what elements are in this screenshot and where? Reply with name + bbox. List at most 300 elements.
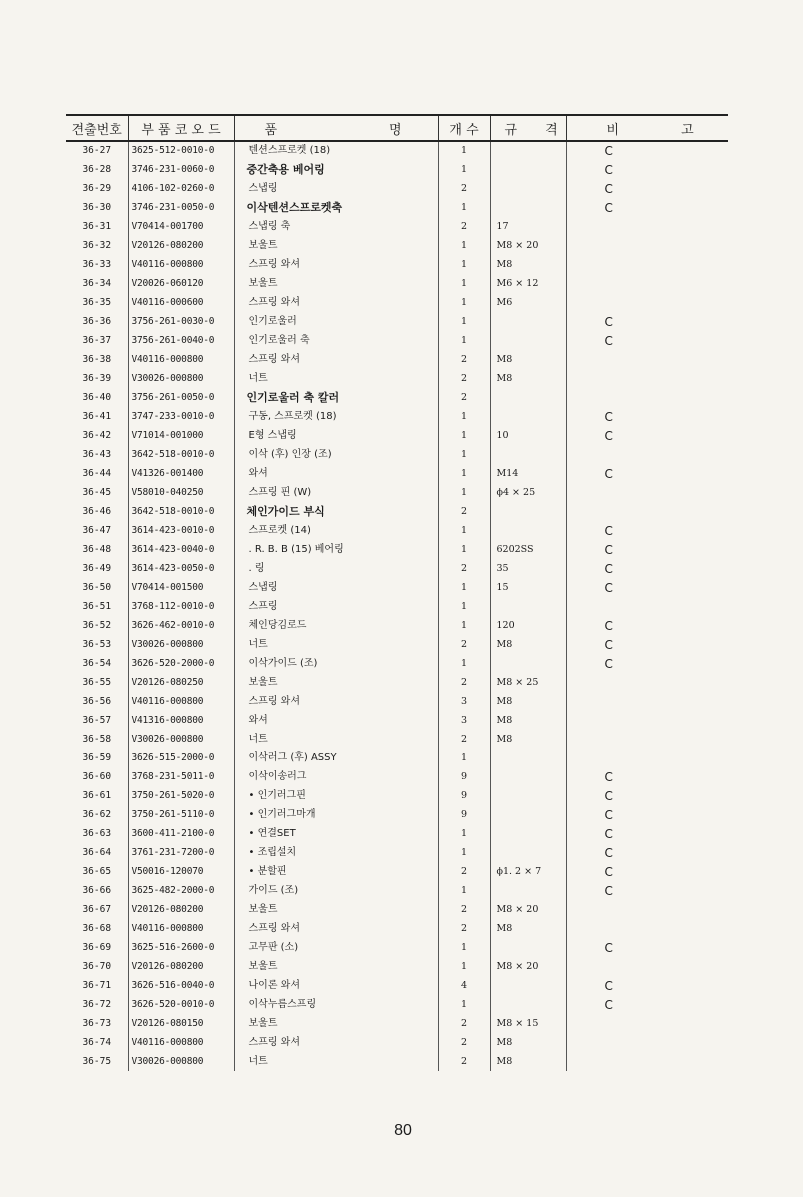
table-row bbox=[66, 749, 728, 768]
part-number: 36-31 bbox=[66, 218, 128, 237]
quantity: 2 bbox=[438, 730, 490, 749]
part-name: 체인가이드 부식 bbox=[234, 502, 438, 521]
table-row bbox=[66, 939, 728, 958]
part-number: 36-44 bbox=[66, 464, 128, 483]
spec bbox=[490, 996, 566, 1015]
part-code: 3626-520-2000-0 bbox=[128, 654, 234, 673]
part-name: 보울트 bbox=[234, 958, 438, 977]
remarks bbox=[566, 673, 728, 692]
remarks: C bbox=[604, 637, 613, 652]
remarks bbox=[566, 958, 728, 977]
quantity: 1 bbox=[438, 483, 490, 502]
quantity: 1 bbox=[438, 597, 490, 616]
spec bbox=[490, 597, 566, 616]
table-row bbox=[66, 180, 728, 199]
table-row bbox=[66, 825, 728, 844]
remarks: C bbox=[604, 580, 613, 595]
part-code: V40116-000800 bbox=[128, 256, 234, 275]
table-row bbox=[66, 559, 728, 578]
part-name: 스냅링 bbox=[234, 578, 438, 597]
remarks bbox=[566, 730, 728, 749]
spec: ϕ4 × 25 bbox=[490, 483, 566, 502]
quantity: 1 bbox=[438, 578, 490, 597]
header-spec: 규 격 bbox=[490, 115, 566, 141]
part-code: V41326-001400 bbox=[128, 464, 234, 483]
spec: M8 bbox=[490, 730, 566, 749]
quantity: 2 bbox=[438, 502, 490, 521]
remarks bbox=[566, 1015, 728, 1034]
quantity: 2 bbox=[438, 635, 490, 654]
header-part-name: 품 명 bbox=[234, 115, 438, 141]
part-code: 3768-231-5011-0 bbox=[128, 768, 234, 787]
part-code: 3750-261-5020-0 bbox=[128, 787, 234, 806]
spec bbox=[490, 446, 566, 465]
table-row bbox=[66, 351, 728, 370]
part-name: 이삭이송러그 bbox=[234, 768, 438, 787]
part-number: 36-37 bbox=[66, 332, 128, 351]
quantity: 2 bbox=[438, 218, 490, 237]
part-name: 이삭누름스프링 bbox=[234, 996, 438, 1015]
remarks: C bbox=[604, 789, 613, 804]
header-part-code: 부 품 코 오 드 bbox=[128, 115, 234, 141]
remarks bbox=[566, 446, 728, 465]
part-name: • 인기러그핀 bbox=[234, 787, 438, 806]
quantity: 2 bbox=[438, 673, 490, 692]
table-header-row bbox=[66, 115, 728, 141]
part-code: V41316-000800 bbox=[128, 711, 234, 730]
part-name: 나이론 와셔 bbox=[234, 977, 438, 996]
table-row bbox=[66, 578, 728, 597]
spec bbox=[490, 389, 566, 408]
part-code: 4106-102-0260-0 bbox=[128, 180, 234, 199]
part-code: 3625-516-2600-0 bbox=[128, 939, 234, 958]
spec bbox=[490, 654, 566, 673]
spec bbox=[490, 141, 566, 161]
table-row bbox=[66, 730, 728, 749]
part-number: 36-40 bbox=[66, 389, 128, 408]
spec bbox=[490, 787, 566, 806]
remarks bbox=[566, 597, 728, 616]
part-name: 와셔 bbox=[234, 711, 438, 730]
spec: M8 × 25 bbox=[490, 673, 566, 692]
part-number: 36-47 bbox=[66, 521, 128, 540]
remarks bbox=[566, 749, 728, 768]
table-row bbox=[66, 199, 728, 218]
part-number: 36-75 bbox=[66, 1053, 128, 1072]
remarks: C bbox=[604, 827, 613, 842]
remarks: C bbox=[604, 941, 613, 956]
spec: M6 × 12 bbox=[490, 275, 566, 294]
table-row bbox=[66, 502, 728, 521]
spec: M8 bbox=[490, 1053, 566, 1072]
table-row bbox=[66, 654, 728, 673]
quantity: 9 bbox=[438, 768, 490, 787]
quantity: 2 bbox=[438, 1034, 490, 1053]
spec: M8 bbox=[490, 692, 566, 711]
remarks: C bbox=[604, 979, 613, 994]
part-number: 36-67 bbox=[66, 901, 128, 920]
part-name: 스프링 핀 (W) bbox=[234, 483, 438, 502]
part-number: 36-41 bbox=[66, 408, 128, 427]
remarks: C bbox=[604, 182, 613, 197]
part-name: 가이드 (조) bbox=[234, 882, 438, 901]
quantity: 1 bbox=[438, 825, 490, 844]
remarks bbox=[566, 1034, 728, 1053]
quantity: 1 bbox=[438, 540, 490, 559]
remarks: C bbox=[604, 201, 613, 216]
table-row bbox=[66, 711, 728, 730]
table-row bbox=[66, 389, 728, 408]
remarks: C bbox=[604, 561, 613, 576]
part-name: 인기로울러 bbox=[234, 313, 438, 332]
part-code: V40116-000800 bbox=[128, 920, 234, 939]
part-name: 스프링 와셔 bbox=[234, 692, 438, 711]
part-number: 36-33 bbox=[66, 256, 128, 275]
spec: M8 bbox=[490, 370, 566, 389]
part-number: 36-34 bbox=[66, 275, 128, 294]
table-row bbox=[66, 901, 728, 920]
part-number: 36-54 bbox=[66, 654, 128, 673]
quantity: 2 bbox=[438, 180, 490, 199]
quantity: 4 bbox=[438, 977, 490, 996]
part-name: 보울트 bbox=[234, 1015, 438, 1034]
table-row bbox=[66, 863, 728, 882]
header-remarks: 비 고 bbox=[566, 115, 728, 141]
part-code: 3756-261-0030-0 bbox=[128, 313, 234, 332]
remarks: C bbox=[604, 865, 613, 880]
table-row bbox=[66, 977, 728, 996]
quantity: 1 bbox=[438, 882, 490, 901]
part-name: 스프링 와셔 bbox=[234, 351, 438, 370]
spec: M8 bbox=[490, 351, 566, 370]
remarks: C bbox=[604, 998, 613, 1013]
quantity: 1 bbox=[438, 939, 490, 958]
part-name: 너트 bbox=[234, 635, 438, 654]
part-code: V20026-060120 bbox=[128, 275, 234, 294]
spec: 10 bbox=[490, 427, 566, 446]
table-row bbox=[66, 464, 728, 483]
part-name: 중간축용 베어링 bbox=[234, 161, 438, 180]
table-body bbox=[66, 141, 728, 1071]
part-number: 36-70 bbox=[66, 958, 128, 977]
table-row bbox=[66, 958, 728, 977]
spec bbox=[490, 408, 566, 427]
part-name: 스프링 와셔 bbox=[234, 256, 438, 275]
remarks: C bbox=[604, 144, 613, 159]
quantity: 1 bbox=[438, 521, 490, 540]
spec: 17 bbox=[490, 218, 566, 237]
spec: 35 bbox=[490, 559, 566, 578]
part-number: 36-30 bbox=[66, 199, 128, 218]
quantity: 1 bbox=[438, 464, 490, 483]
table-row bbox=[66, 673, 728, 692]
remarks bbox=[566, 692, 728, 711]
part-number: 36-61 bbox=[66, 787, 128, 806]
quantity: 1 bbox=[438, 313, 490, 332]
spec bbox=[490, 939, 566, 958]
remarks: C bbox=[604, 846, 613, 861]
table-row bbox=[66, 237, 728, 256]
part-code: 3614-423-0010-0 bbox=[128, 521, 234, 540]
part-name: 와셔 bbox=[234, 464, 438, 483]
part-name: • 인기러그마개 bbox=[234, 806, 438, 825]
part-code: 3746-231-0060-0 bbox=[128, 161, 234, 180]
part-number: 36-69 bbox=[66, 939, 128, 958]
remarks: C bbox=[604, 618, 613, 633]
quantity: 1 bbox=[438, 275, 490, 294]
table-row bbox=[66, 597, 728, 616]
part-code: V58010-040250 bbox=[128, 483, 234, 502]
part-number: 36-63 bbox=[66, 825, 128, 844]
spec: M8 × 20 bbox=[490, 958, 566, 977]
part-code: V40116-000800 bbox=[128, 351, 234, 370]
remarks: C bbox=[604, 542, 613, 557]
quantity: 1 bbox=[438, 141, 490, 161]
part-name: 너트 bbox=[234, 1053, 438, 1072]
spec: M14 bbox=[490, 464, 566, 483]
remarks: C bbox=[604, 466, 613, 481]
quantity: 1 bbox=[438, 958, 490, 977]
part-code: V20126-080200 bbox=[128, 958, 234, 977]
part-code: 3600-411-2100-0 bbox=[128, 825, 234, 844]
quantity: 1 bbox=[438, 332, 490, 351]
table-row bbox=[66, 521, 728, 540]
part-name: 보울트 bbox=[234, 673, 438, 692]
table-row bbox=[66, 996, 728, 1015]
remarks bbox=[566, 218, 728, 237]
part-number: 36-58 bbox=[66, 730, 128, 749]
table-row bbox=[66, 218, 728, 237]
spec bbox=[490, 332, 566, 351]
part-code: 3625-482-2000-0 bbox=[128, 882, 234, 901]
table-row bbox=[66, 616, 728, 635]
part-number: 36-55 bbox=[66, 673, 128, 692]
part-code: 3747-233-0010-0 bbox=[128, 408, 234, 427]
part-number: 36-57 bbox=[66, 711, 128, 730]
part-code: V40116-000800 bbox=[128, 1034, 234, 1053]
spec bbox=[490, 749, 566, 768]
quantity: 1 bbox=[438, 294, 490, 313]
table-row bbox=[66, 256, 728, 275]
part-number: 36-43 bbox=[66, 446, 128, 465]
remarks: C bbox=[604, 163, 613, 178]
part-code: 3761-231-7200-0 bbox=[128, 844, 234, 863]
quantity: 1 bbox=[438, 654, 490, 673]
spec bbox=[490, 844, 566, 863]
spec bbox=[490, 882, 566, 901]
spec: M6 bbox=[490, 294, 566, 313]
spec: M8 bbox=[490, 711, 566, 730]
part-code: V50016-120070 bbox=[128, 863, 234, 882]
part-number: 36-48 bbox=[66, 540, 128, 559]
spec bbox=[490, 977, 566, 996]
part-code: 3625-512-0010-0 bbox=[128, 141, 234, 161]
quantity: 2 bbox=[438, 901, 490, 920]
part-name: 보울트 bbox=[234, 901, 438, 920]
part-name: . 링 bbox=[234, 559, 438, 578]
part-name: 스프링 와셔 bbox=[234, 1034, 438, 1053]
spec: M8 bbox=[490, 256, 566, 275]
spec bbox=[490, 161, 566, 180]
quantity: 1 bbox=[438, 427, 490, 446]
table-row bbox=[66, 787, 728, 806]
remarks: C bbox=[604, 315, 613, 330]
part-code: V70414-001700 bbox=[128, 218, 234, 237]
part-name: 고무판 (소) bbox=[234, 939, 438, 958]
part-number: 36-38 bbox=[66, 351, 128, 370]
quantity: 2 bbox=[438, 1015, 490, 1034]
table-row bbox=[66, 882, 728, 901]
quantity: 1 bbox=[438, 616, 490, 635]
part-code: V30026-000800 bbox=[128, 370, 234, 389]
spec: 6202SS bbox=[490, 540, 566, 559]
part-number: 36-46 bbox=[66, 502, 128, 521]
part-code: 3750-261-5110-0 bbox=[128, 806, 234, 825]
part-code: 3614-423-0050-0 bbox=[128, 559, 234, 578]
part-number: 36-66 bbox=[66, 882, 128, 901]
table-row bbox=[66, 1015, 728, 1034]
remarks bbox=[566, 901, 728, 920]
part-code: V20126-080150 bbox=[128, 1015, 234, 1034]
spec bbox=[490, 180, 566, 199]
table-row bbox=[66, 332, 728, 351]
quantity: 3 bbox=[438, 692, 490, 711]
part-name: 구동, 스프로켓 (18) bbox=[234, 408, 438, 427]
part-name: 너트 bbox=[234, 730, 438, 749]
part-name: 이삭러그 (후) ASSY bbox=[234, 749, 438, 768]
part-name: 스냅링 축 bbox=[234, 218, 438, 237]
page-number: 80 bbox=[394, 1122, 412, 1139]
table-row bbox=[66, 313, 728, 332]
header-quantity: 개 수 bbox=[438, 115, 490, 141]
table-row bbox=[66, 692, 728, 711]
spec bbox=[490, 313, 566, 332]
part-code: V40116-000800 bbox=[128, 692, 234, 711]
quantity: 2 bbox=[438, 389, 490, 408]
part-number: 36-27 bbox=[66, 141, 128, 161]
part-code: V71014-001000 bbox=[128, 427, 234, 446]
part-code: 3614-423-0040-0 bbox=[128, 540, 234, 559]
parts-list-sheet bbox=[66, 114, 728, 1071]
part-code: V20126-080200 bbox=[128, 237, 234, 256]
remarks: C bbox=[604, 410, 613, 425]
part-number: 36-65 bbox=[66, 863, 128, 882]
part-number: 36-74 bbox=[66, 1034, 128, 1053]
part-number: 36-28 bbox=[66, 161, 128, 180]
spec bbox=[490, 825, 566, 844]
part-code: 3626-516-0040-0 bbox=[128, 977, 234, 996]
part-name: 보울트 bbox=[234, 237, 438, 256]
quantity: 1 bbox=[438, 996, 490, 1015]
table-row bbox=[66, 844, 728, 863]
part-number: 36-45 bbox=[66, 483, 128, 502]
spec: M8 × 20 bbox=[490, 237, 566, 256]
quantity: 2 bbox=[438, 1053, 490, 1072]
header-part-number: 견출번호 bbox=[66, 115, 128, 141]
quantity: 1 bbox=[438, 844, 490, 863]
spec: M8 bbox=[490, 920, 566, 939]
part-number: 36-49 bbox=[66, 559, 128, 578]
part-code: V30026-000800 bbox=[128, 1053, 234, 1072]
table-row bbox=[66, 370, 728, 389]
part-code: V20126-080200 bbox=[128, 901, 234, 920]
part-name: • 조립설치 bbox=[234, 844, 438, 863]
part-number: 36-29 bbox=[66, 180, 128, 199]
quantity: 1 bbox=[438, 161, 490, 180]
part-number: 36-72 bbox=[66, 996, 128, 1015]
table-row bbox=[66, 1034, 728, 1053]
table-row bbox=[66, 408, 728, 427]
remarks: C bbox=[604, 656, 613, 671]
remarks bbox=[566, 275, 728, 294]
spec: M8 × 20 bbox=[490, 901, 566, 920]
part-name: 보울트 bbox=[234, 275, 438, 294]
spec: 120 bbox=[490, 616, 566, 635]
part-number: 36-36 bbox=[66, 313, 128, 332]
part-name: 이삭 (후) 인장 (조) bbox=[234, 446, 438, 465]
part-name: E형 스냅링 bbox=[234, 427, 438, 446]
part-number: 36-56 bbox=[66, 692, 128, 711]
part-name: 체인당김로드 bbox=[234, 616, 438, 635]
quantity: 2 bbox=[438, 351, 490, 370]
remarks: C bbox=[604, 770, 613, 785]
part-name: 인기로울러 축 bbox=[234, 332, 438, 351]
quantity: 9 bbox=[438, 787, 490, 806]
part-name: 스프로켓 (14) bbox=[234, 521, 438, 540]
remarks: C bbox=[604, 523, 613, 538]
part-number: 36-59 bbox=[66, 749, 128, 768]
spec: M8 bbox=[490, 1034, 566, 1053]
part-number: 36-51 bbox=[66, 597, 128, 616]
remarks bbox=[566, 351, 728, 370]
part-name: • 연결SET bbox=[234, 825, 438, 844]
part-number: 36-50 bbox=[66, 578, 128, 597]
table-row bbox=[66, 1053, 728, 1072]
part-name: 스냅링 bbox=[234, 180, 438, 199]
table-row bbox=[66, 446, 728, 465]
part-code: 3768-112-0010-0 bbox=[128, 597, 234, 616]
quantity: 1 bbox=[438, 199, 490, 218]
remarks bbox=[566, 502, 728, 521]
part-code: V30026-000800 bbox=[128, 635, 234, 654]
remarks bbox=[566, 370, 728, 389]
table-row bbox=[66, 141, 728, 161]
spec bbox=[490, 521, 566, 540]
remarks: C bbox=[604, 884, 613, 899]
spec bbox=[490, 806, 566, 825]
quantity: 3 bbox=[438, 711, 490, 730]
part-number: 36-32 bbox=[66, 237, 128, 256]
table-row bbox=[66, 161, 728, 180]
table-row bbox=[66, 483, 728, 502]
part-number: 36-64 bbox=[66, 844, 128, 863]
spec bbox=[490, 199, 566, 218]
quantity: 1 bbox=[438, 408, 490, 427]
part-code: 3626-462-0010-0 bbox=[128, 616, 234, 635]
table-row bbox=[66, 635, 728, 654]
part-code: V20126-080250 bbox=[128, 673, 234, 692]
remarks bbox=[566, 920, 728, 939]
part-number: 36-53 bbox=[66, 635, 128, 654]
part-code: 3642-518-0010-0 bbox=[128, 446, 234, 465]
part-name: 이삭텐션스프로켓축 bbox=[234, 199, 438, 218]
part-name: 이삭가이드 (조) bbox=[234, 654, 438, 673]
remarks: C bbox=[604, 808, 613, 823]
table-row bbox=[66, 768, 728, 787]
part-number: 36-60 bbox=[66, 768, 128, 787]
parts-table bbox=[66, 114, 728, 1071]
table-row bbox=[66, 920, 728, 939]
